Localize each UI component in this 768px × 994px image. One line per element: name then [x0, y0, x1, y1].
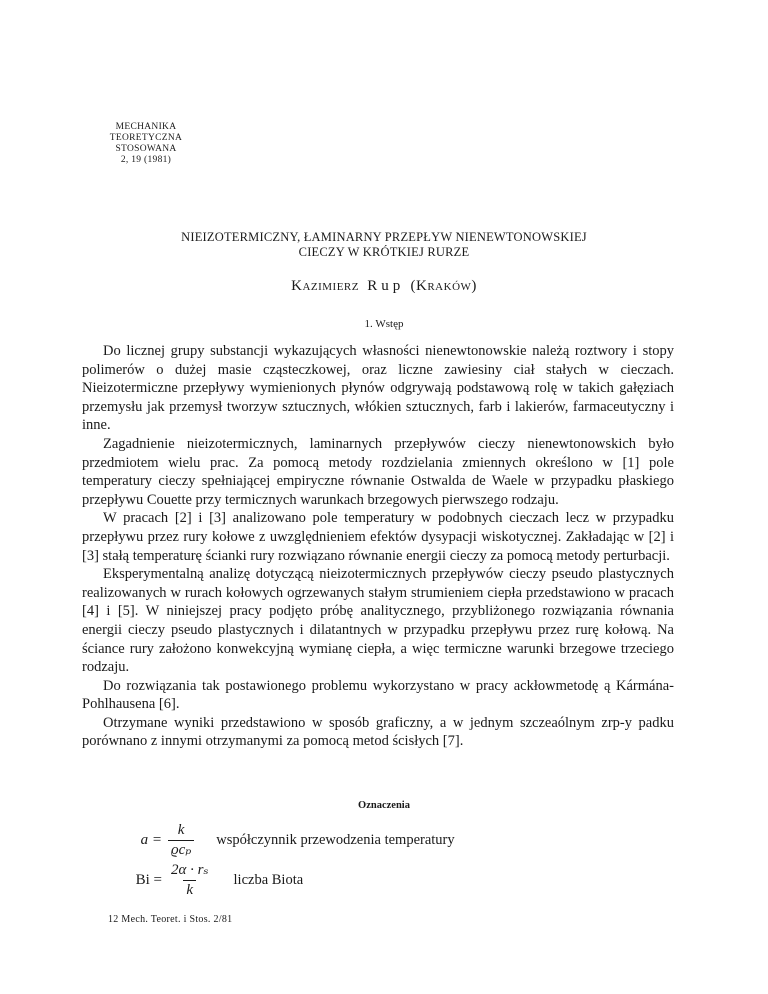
- paragraph: W pracach [2] i [3] analizowano pole temperatury w podobnych cieczach lecz w przypadku przepływu przez rury kołowe z uwzględnieniem efektów dysypacji wiskotycznej. Zakładając w [2] i [3] stałą temperaturę ścianki rury rozwiązano równanie energii cieczy za pomocą metody perturbacji.: [82, 510, 674, 564]
- formula-fraction: [168, 862, 212, 899]
- journal-line: MECHANIKA: [115, 122, 177, 132]
- formula-description: współczynnik przewodzenia temperatury: [216, 832, 455, 848]
- fraction-denominator: ϱcₚ: [168, 840, 194, 859]
- author-line: [0, 277, 768, 295]
- journal-line: STOSOWANA: [115, 144, 177, 154]
- title-line: NIEIZOTERMICZNY, ŁAMINARNY PRZEPŁYW NIENEWTONOWSKIEJ: [181, 230, 587, 244]
- fraction-denominator: k: [183, 880, 196, 899]
- journal-issue: 2, 19 (1981): [120, 155, 172, 165]
- page-footer: 12 Mech. Teoret. i Stos. 2/81: [108, 914, 233, 925]
- notation-heading: Oznaczenia: [358, 800, 410, 811]
- fraction-numerator: 2α · rₛ: [171, 862, 209, 878]
- paragraph: Zagadnienie nieizotermicznych, laminarnych przepływów cieczy nienewtonowskich było przedmiotem wielu prac. Za pomocą metody rozdzielania zmiennych określono w [1] pole temperatury cieczy spełniającej empiryczne równanie Ostwalda de Waele w przypadku płaskiego przepływu Couette przy termicznych warunkach brzegowych pierwszego rodzaju.: [82, 435, 674, 508]
- author-first-name: Kazimierz: [291, 278, 359, 294]
- formula-symbol: a =: [140, 832, 162, 848]
- formula-fraction: [168, 822, 194, 859]
- paper-title: [120, 230, 648, 260]
- notation-item: [108, 822, 455, 859]
- formula-description: liczba Biota: [233, 872, 304, 888]
- paragraph: Do rozwiązania tak postawionego problemu wykorzystano w pracy ackłowmetodę ą Kármána-Pohlhausena [6].: [82, 677, 674, 713]
- author-last-name: Rup: [367, 278, 405, 294]
- formula-symbol: Bi =: [135, 872, 162, 888]
- journal-line: TEORETYCZNA: [109, 133, 183, 143]
- author-affiliation: (Kraków): [410, 278, 477, 294]
- paragraph: Eksperymentalną analizę dotyczącą nieizotermicznych przepływów cieczy pseudo plastycznych realizowanych w rurach kołowych ogrzewanych stałym strumieniem ciepła przedstawiono w pracach [4] i [5]. W niniejszej pracy podjęto próbę analitycznego, przybliżonego rozwiązania równania energii cieczy pseudo plastycznych i dilatantnych w przypadku przepływu przez rurę kołową. Na ściance rury założono konwekcyjną wymianę ciepła, a więc termiczne warunki brzegowe trzeciego rodzaju.: [82, 566, 674, 676]
- journal-masthead: [108, 122, 184, 166]
- body-text: [82, 342, 674, 751]
- fraction-numerator: k: [177, 822, 185, 838]
- title-line: CIECZY W KRÓTKIEJ RURZE: [298, 245, 470, 259]
- paragraph: Do licznej grupy substancji wykazujących własności nienewtonowskie należą roztwory i stopy polimerów o dużej masie cząsteczkowej, oraz liczne zawiesiny ciał stałych w cieczach. Nieizotermiczne przepływy wymienionych płynów odgrywają podstawową rolę w takich gałęziach przemysłu jak przemysł tworzyw sztucznych, włókien sztucznych, farb i lakierów, farmaceutyczny i inne.: [82, 343, 674, 434]
- section-heading: 1. Wstęp: [364, 318, 404, 330]
- notation-item: [108, 862, 303, 899]
- paragraph: Otrzymane wyniki przedstawiono w sposób graficzny, a w jednym szczeaólnym zrp-y padku porównano z innymi otrzymanymi za pomocą metod ścisłych [7].: [82, 714, 674, 750]
